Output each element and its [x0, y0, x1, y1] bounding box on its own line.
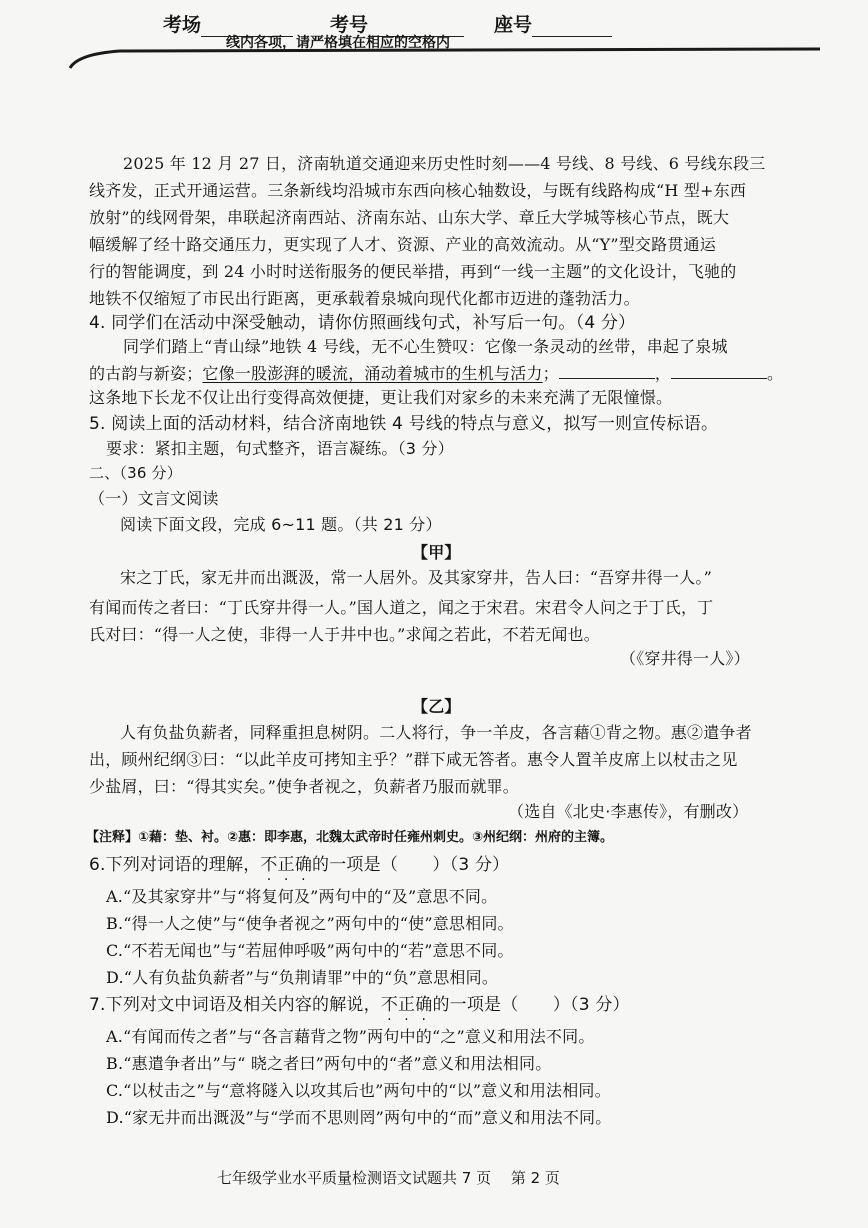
passage-yi-label: 【乙】	[412, 697, 461, 716]
jia-source: （《穿井得一人》）	[620, 649, 750, 668]
emphasis-char: 不	[260, 855, 278, 875]
yi-line: 出，顾州纪纲③曰：“以此羊皮可拷知主乎？”群下咸无答者。惠令人置羊皮席上以杖击之见	[89, 750, 738, 769]
passage-jia-label: 【甲】	[412, 543, 461, 562]
q4-line: 这条地下长龙不仅让出行变得高效便捷，更让我们对家乡的未来充满了无限憧憬。	[89, 388, 673, 407]
option-b: B.“得一人之使”与“使争者视之”两句中的“使”意思相同。	[106, 914, 514, 933]
q6-stem-end: 的一项是（ ）（3 分）	[312, 855, 510, 875]
underlined-model-sentence: 它像一股澎湃的暖流，涌动着城市的生机与活力	[202, 364, 543, 383]
question-5-stem: 5. 阅读上面的活动材料，结合济南地铁 4 号线的特点与意义，拟写一则宣传标语。	[89, 414, 719, 434]
q4-line-with-blanks	[89, 361, 783, 384]
emphasis-char: 确	[294, 855, 313, 875]
passage-line: 2025 年 12 月 27 日，济南轨道交通迎来历史性时刻——4 号线、8 号线、6 号线东段三	[123, 154, 766, 173]
q4-separator: ，	[654, 364, 672, 383]
section-2-title: 二、（36 分）	[89, 464, 182, 482]
q6-stem-start: 6.下列对词语的理解，	[89, 855, 261, 875]
yi-source: （选自《北史·李惠传》，有删改）	[508, 802, 749, 821]
passage-line: 行的智能调度，到 24 小时时送衔服务的便民举措，再到“一线一主题”的文化设计，飞驰的	[89, 262, 737, 281]
jia-line: 氏对曰：“得一人之使，非得一人于井中也。”求闻之若此，不若无闻也。	[89, 625, 600, 644]
exam-room-label: 考场	[163, 14, 202, 36]
emphasis-char: 正	[398, 995, 416, 1015]
option-a: A.“及其家穿井”与“将复何及”两句中的“及”意思不同。	[106, 887, 498, 906]
option-c: C.“以杖击之”与“意将隧入以攻其后也”两句中的“以”意义和用法相同。	[106, 1081, 611, 1100]
q4-line: 同学们踏上“青山绿”地铁 4 号线，无不心生赞叹：它像一条灵动的丝带，串起了泉城	[123, 337, 728, 356]
option-a: A.“有闻而传之者”与“各言藉背之物”两句中的“之”意义和用法不同。	[106, 1027, 595, 1046]
q7-stem-start: 7.下列对文中词语及相关内容的解说，	[89, 995, 381, 1015]
q4-line-start: 的古韵与新姿；	[89, 364, 203, 383]
q4-separator: 。	[767, 364, 784, 383]
jia-line: 宋之丁氏，家无井而出溉汲，常一人居外。及其家穿井，告人曰：“吾穿井得一人。”	[120, 568, 712, 587]
exam-number-label: 考号	[330, 14, 369, 36]
page-footer: 七年级学业水平质量检测语文试题共 7 页 第 2 页	[217, 1169, 560, 1187]
passage-line: 放射”的线网骨架，串联起济南西站、济南东站、山东大学、章丘大学城等核心节点，既大	[89, 208, 730, 227]
emphasis-char: 正	[277, 855, 295, 875]
passage-line: 线齐发，正式开通运营。三条新线均沿城市东西向核心轴数设，与既有线路构成“H 型+东西	[89, 181, 747, 200]
option-d: D.“人有负盐负薪者”与“负荆请罪”中的“负”意思相同。	[106, 968, 499, 987]
binding-note: 线内各项，请严格填在相应的空格内	[226, 35, 450, 51]
passage-line: 幅缓解了经十路交通压力，更实现了人才、资源、产业的高效流动。从“Y”型交路贯通运	[89, 235, 716, 254]
emphasis-char: 不	[380, 995, 399, 1015]
option-b: B.“惠遣争者出”与“ 晓之者曰”两句中的“者”意义和用法相同。	[106, 1054, 552, 1073]
passage-line: 地铁不仅缩短了市民出行距离，更承载着泉城向现代化都市迈进的蓬勃活力。	[89, 289, 640, 308]
answer-blank-2[interactable]	[671, 363, 767, 379]
emphasis-char: 确	[415, 995, 433, 1015]
option-c: C.“不若无闻也”与“若屈伸呼吸”两句中的“若”意思不同。	[106, 941, 514, 960]
binding-line	[0, 0, 868, 80]
q4-separator: ；	[542, 364, 559, 383]
jia-line: 有闻而传之者曰：“丁氏穿井得一人。”国人道之，闻之于宋君。宋君令人问之于丁氏，丁	[89, 598, 714, 617]
q7-stem-end: 的一项是（ ）（3 分）	[432, 995, 630, 1015]
section-subtitle: （一）文言文阅读	[89, 489, 219, 508]
yi-line: 少盐屑，曰：“得其实矣。”使争者视之，负薪者乃服而就罪。	[89, 777, 519, 796]
question-4-stem: 4. 同学们在活动中深受触动，请你仿照画线句式，补写后一句。（4 分）	[89, 313, 636, 333]
seat-label: 座号	[494, 14, 533, 36]
option-d: D.“家无井而出溉汲”与“学而不思则罔”两句中的“而”意义和用法不同。	[106, 1108, 612, 1127]
question-5-requirement: 要求：紧扣主题，句式整齐，语言凝练。（3 分）	[106, 439, 454, 458]
reading-instruction: 阅读下面文段，完成 6~11 题。（共 21 分）	[120, 515, 442, 534]
question-6-stem	[89, 850, 509, 875]
annotations: 【注释】①藉：垫、衬。②惠：即李惠，北魏太武帝时任雍州刺史。③州纪纲：州府的主簿。	[86, 830, 614, 845]
answer-blank-1[interactable]	[559, 363, 655, 379]
yi-line: 人有负盐负薪者，同释重担息树阴。二人将行，争一羊皮，各言藉①背之物。惠②遣争者	[120, 723, 752, 742]
question-7-stem	[89, 990, 630, 1015]
